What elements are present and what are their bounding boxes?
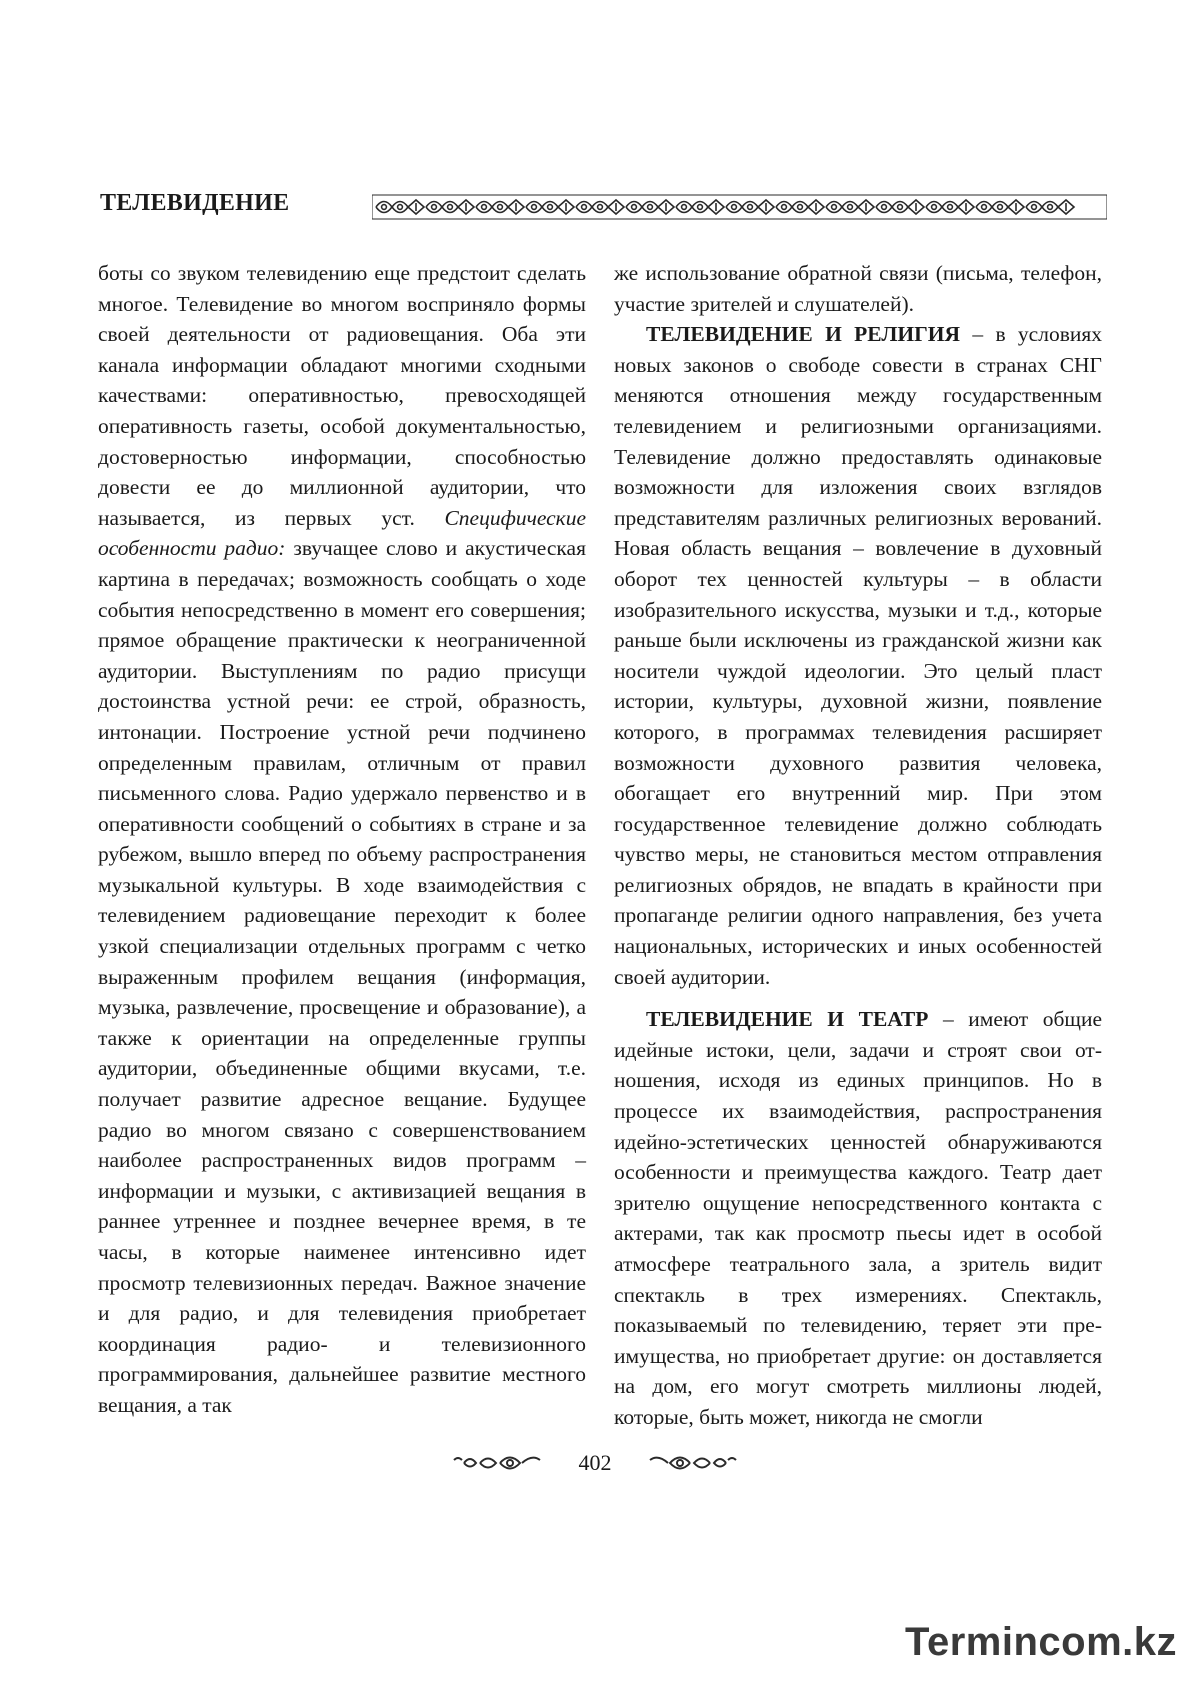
ornament-motif-icon	[376, 200, 424, 214]
site-watermark-logo: Termincom.kz	[905, 1620, 1177, 1664]
ornament-motif-icon	[1026, 200, 1074, 214]
page-footer	[0, 1448, 1191, 1478]
ornament-motif-icon	[426, 200, 474, 214]
header-ornament-band	[372, 194, 1107, 220]
ornament-motif-icon	[526, 200, 574, 214]
ornament-motif-icon	[476, 200, 524, 214]
ornament-motif-icon	[876, 200, 924, 214]
footer-ornament-right-icon	[648, 1452, 738, 1474]
ornament-motif-icon	[976, 200, 1024, 214]
ornament-motif-icon	[776, 200, 824, 214]
entry-term-religion: ТЕЛЕВИДЕНИЕ И РЕЛИГИЯ	[646, 322, 961, 347]
entry-term-theatre: ТЕЛЕВИДЕНИЕ И ТЕАТР	[646, 1007, 929, 1032]
footer-ornament-left-icon	[452, 1452, 542, 1474]
right-text-column	[614, 258, 1102, 1433]
paragraph-continuation: же использование обратной связи (письма, телефон, участие зрителей и слушателей).	[614, 261, 1102, 316]
paragraph-religion: ТЕЛЕВИДЕНИЕ И РЕЛИГИЯ – в условиях новых законов о свободе совести в странах СНГ меняются отношения между государственным телевидением и религиозными организациями. Телевидение должно предоставлять одинаковые возможности для изложения своих взглядов представителям различных религиозных верований. Новая область вещания – вовлечение в духовный оборот тех ценностей культуры – в области изобразительного искусства, музыки и т.д., которые раньше были исключены из гражданской жизни как носители чуждой идеологии. Это целый пласт истории, культуры, духовной жизни, появление которого, в программах телевидения расширяет возможности духовного развития человека, обогащает его внутренний мир. При этом государственное телевидение должно соблюдать чувство меры, не становиться местом отправления религиозных обрядов, не впадать в крайности при пропаганде религии одного направления, без учета национальных, исторических и иных особенностей своей аудитории.	[614, 322, 1102, 989]
left-text-column	[98, 258, 586, 1421]
running-head-title: ТЕЛЕВИДЕНИЕ	[100, 190, 290, 216]
ornament-motif-icon	[676, 200, 724, 214]
ornament-motif-icon	[576, 200, 624, 214]
paragraph-radio: боты со звуком телевидению еще предстоит сделать многое. Телевидение во многом восприняло формы своей деятельности от радиовещания. Оба эти канала информации обладают многими сходными качествами: оперативностью, превосходящей оперативность газеты, особой документальностью, достоверностью информации, способностью довести ее до миллионной аудитории, что называется, из первых уст. Специфические особенности радио: звучащее слово и акустическая картина в передачах; возможность сообщать о ходе события непосредственно в момент его совершения; прямое обращение практически к неограниченной аудитории. Выступлениям по радио присущи достоинства устной речи: ее строй, образность, интонации. Построение устной речи подчинено определенным правилам, отличным от правил письменного слова. Радио удержало первенство и в оперативности сообщений о событиях в стране и за рубежом, вышло вперед по объему распространения музыкальной культуры. В ходе взаимодействия с телевидением радиовещание переходит к более узкой специализации отдельных программ с четко выраженным профилем вещания (информация, музыка, развлечение, просвещение и образование), а также к ориентации на определенные группы аудитории, объединенные общими вкусами, т.е. получает развитие адресное вещание. Будущее радио во многом связано с совершенствованием наиболее распространенных видов программ – информации и музыки, с активизацией вещания в раннее утреннее и позднее вечернее время, в те часы, в которые наименее интенсивно идет просмотр телевизионных передач. Важное значение и для радио, и для телевидения приобретает координация радио- и телевизионного программирования, дальнейшее развитие местного вещания, а так	[98, 261, 586, 1417]
ornament-motif-icon	[826, 200, 874, 214]
page-number: 402	[578, 1450, 612, 1475]
italic-phrase: Специфические особенности радио:	[98, 505, 586, 561]
paragraph-theatre: ТЕЛЕВИДЕНИЕ И ТЕАТР – имеют общие идейные истоки, цели, задачи и строят свои отношения, исходя из единых принципов. Но в процессе их взаимодействия, распространения идейно-эстетических ценностей обнаруживаются особенности и преимущества каждого. Театр дает зрителю ощущение непосредственного контакта с актерами, так как просмотр пьесы идет в особой атмосфере театрального зала, а зритель видит спектакль в трех измерениях. Спектакль, показываемый по телевидению, теряет эти преимущества, но приобретает другие: он доставляется на дом, его могут смотреть миллионы людей, которые, быть может, никогда не смогли	[614, 1007, 1102, 1429]
ornament-motif-icon	[726, 200, 774, 214]
ornament-motif-icon	[926, 200, 974, 214]
ornament-motif-icon	[626, 200, 674, 214]
